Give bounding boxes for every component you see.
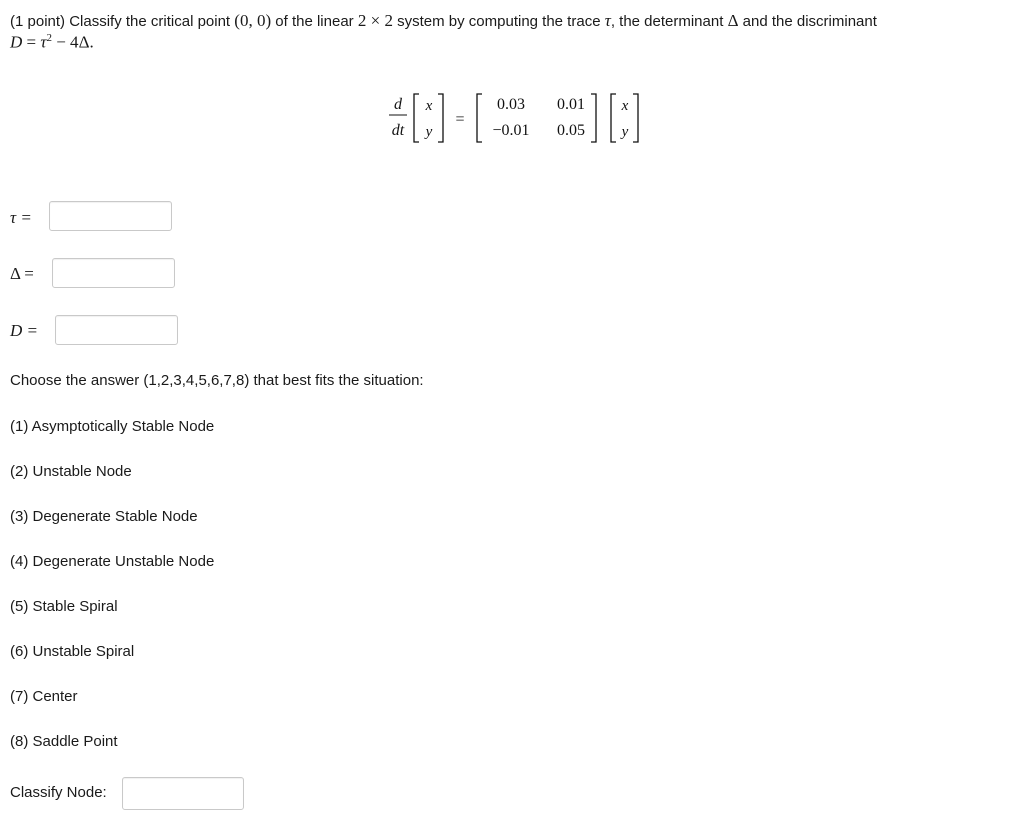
matrix-a12: 0.01: [557, 96, 585, 113]
tau-label: τ =: [10, 208, 32, 227]
delta-input[interactable]: [52, 258, 175, 288]
derivative-d: d: [394, 96, 402, 113]
intro-text: Classify the critical point: [69, 13, 231, 30]
option-5: (5) Stable Spiral: [10, 598, 118, 615]
option-2: (2) Unstable Node: [10, 463, 132, 480]
tau-input[interactable]: [49, 201, 172, 231]
option-8: (8) Saddle Point: [10, 733, 118, 750]
classify-input[interactable]: [122, 777, 244, 810]
option-1: (1) Asymptotically Stable Node: [10, 418, 215, 435]
critical-point: (0, 0): [234, 11, 272, 30]
of-the-linear-text: of the linear: [275, 13, 354, 30]
matrix-a22: 0.05: [557, 122, 585, 139]
matrix-a11: 0.03: [497, 96, 525, 113]
discriminant-formula: $D = \tau^2 - 4\Delta$.: [10, 32, 94, 52]
choose-prompt: Choose the answer (1,2,3,4,5,6,7,8) that best fits the situation:: [10, 372, 424, 389]
option-4: (4) Degenerate Unstable Node: [10, 553, 215, 570]
equals-sign: =: [455, 111, 465, 128]
matrix-equation: [385, 88, 655, 148]
determinant-text: , the determinant: [610, 13, 724, 30]
lhs-y: y: [425, 124, 433, 140]
lhs-x: x: [425, 98, 433, 114]
problem-statement: [10, 11, 877, 31]
classify-label: Classify Node:: [10, 784, 107, 801]
option-6: (6) Unstable Spiral: [10, 643, 135, 660]
matrix-equation-graphic: [385, 88, 655, 148]
matrix-a21: −0.01: [492, 122, 530, 139]
D-label: D =: [10, 321, 38, 340]
system-text: system by computing the trace: [397, 13, 601, 30]
discriminant-text: and the discriminant: [742, 13, 877, 30]
rhs-x: x: [621, 98, 629, 114]
D-input[interactable]: [55, 315, 178, 345]
delta-symbol: Δ: [727, 11, 739, 30]
delta-label: Δ =: [10, 264, 34, 283]
system-size: 2 × 2: [357, 11, 393, 30]
points-label: (1 point): [10, 13, 66, 30]
option-7: (7) Center: [10, 688, 78, 705]
derivative-dt: dt: [391, 122, 405, 139]
tau-symbol: τ: [604, 11, 611, 30]
rhs-y: y: [621, 124, 629, 140]
option-3: (3) Degenerate Stable Node: [10, 508, 198, 525]
